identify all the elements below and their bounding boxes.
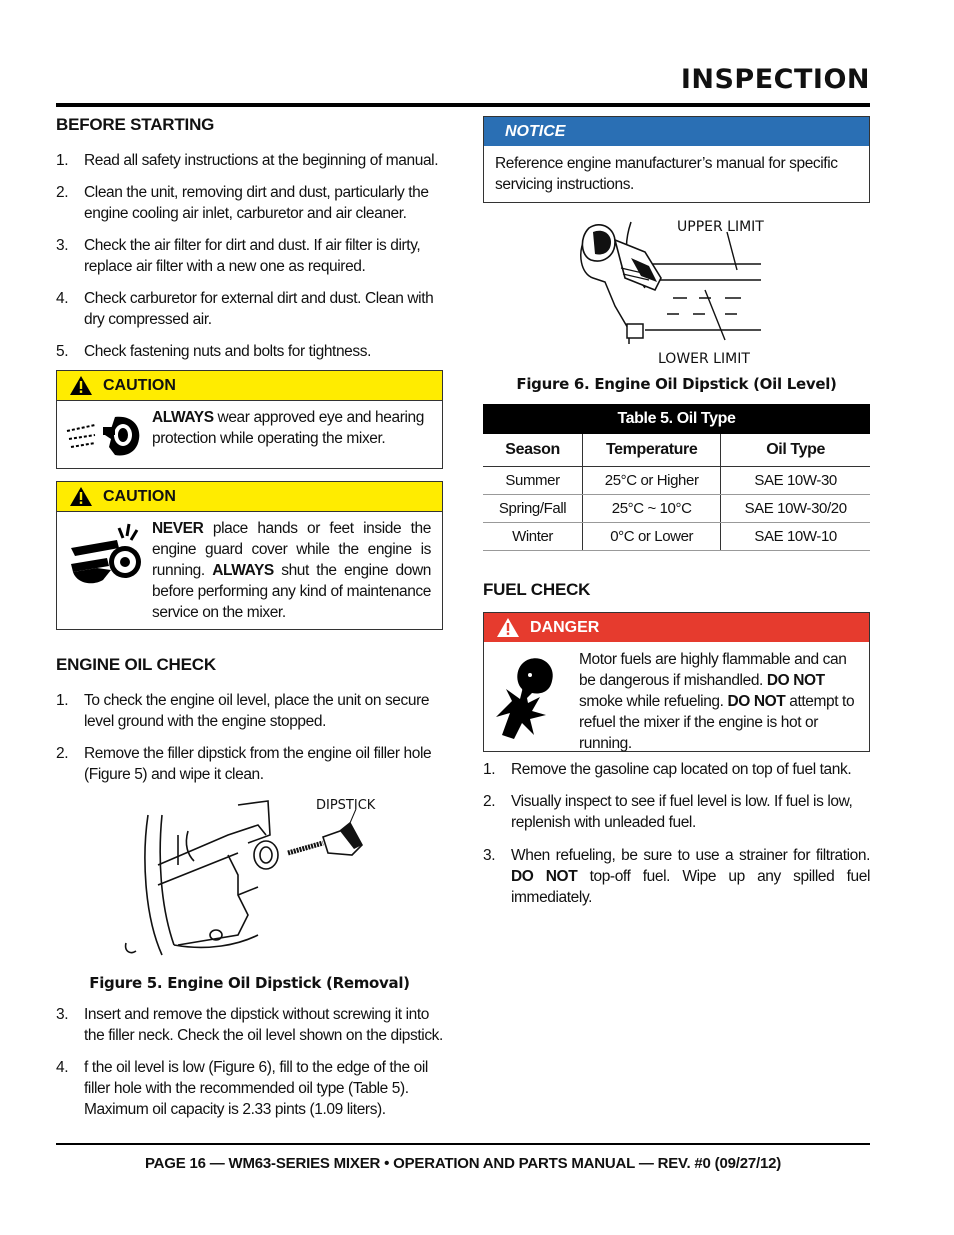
eye-ear-protection-icon <box>65 411 145 461</box>
notice-bar <box>484 117 869 146</box>
caution-box-guard <box>56 481 443 630</box>
warning-icon <box>69 375 93 396</box>
oil-type-table <box>483 404 870 551</box>
figure6-caption: Figure 6. Engine Oil Dipstick (Oil Level) <box>516 375 837 393</box>
caution-bar <box>57 371 442 401</box>
engine-oil-steps <box>56 690 443 796</box>
list-item: 2. Remove the filler dipstick from the engine oil filler hole (Figure 5) and wipe it clean. <box>56 745 432 783</box>
caution-box-protection <box>56 370 443 469</box>
engine-oil-heading: ENGINE OIL CHECK <box>56 655 216 674</box>
table-cell: Spring/Fall <box>483 495 583 523</box>
dipstick-label: DIPSTICK <box>316 798 376 813</box>
danger-text: Motor fuels are highly flammable and can be dangerous if mishandled. DO NOT smoke while refueling. DO NOT attempt to refuel the mixer if the engine is hot or running. <box>579 651 855 752</box>
hand-entanglement-icon <box>67 520 147 590</box>
table-caption: Table 5. Oil Type <box>483 404 870 434</box>
notice-label: NOTICE <box>505 122 566 140</box>
danger-label: DANGER <box>530 618 600 636</box>
danger-bar <box>484 613 869 642</box>
header-rule <box>56 103 870 107</box>
lower-limit-label: LOWER LIMIT <box>658 351 750 367</box>
fuel-check-steps <box>483 759 870 844</box>
page-title: INSPECTION <box>680 64 870 95</box>
fuel-check-heading: FUEL CHECK <box>483 580 591 599</box>
notice-text: Reference engine manufacturer’s manual for specific servicing instructions. <box>495 155 838 193</box>
table-cell: SAE 10W-10 <box>721 523 870 551</box>
table-cell: 0°C or Lower <box>583 523 721 551</box>
list-item: 4. f the oil level is low (Figure 6), fill to the edge of the oil filler hole with the recommended oil type (Table 5). Maximum oil capacity is 2.33 pints (1.09 liters). <box>56 1059 428 1118</box>
table-header-cell: Season <box>483 434 583 467</box>
list-item: 1. To check the engine oil level, place the unit on secure level ground with the engine stopped. <box>56 692 430 730</box>
table-cell: Summer <box>483 467 583 495</box>
caution-bar <box>57 482 442 512</box>
list-item: 4. Check carburetor for external dirt and dust. Clean with dry compressed air. <box>56 290 434 328</box>
list-item: 2. Visually inspect to see if fuel level is low. If fuel is low, replenish with unleaded fuel. <box>483 793 853 831</box>
list-item: 3. Check the air filter for dirt and dust. If air filter is dirty, replace air filter with a new one as required. <box>56 237 421 275</box>
list-item: 3. When refueling, be sure to use a strainer for filtration. DO NOT top-off fuel. Wipe up any spilled fuel immediately. <box>483 847 871 906</box>
table-header-cell: Temperature <box>583 434 721 467</box>
table-row <box>483 467 870 495</box>
fuel-fire-explosion-icon <box>492 653 572 743</box>
caution-text: ALWAYS wear approved eye and hearing protection while operating the mixer. <box>152 409 424 447</box>
table-header-cell: Oil Type <box>721 434 870 467</box>
list-item: 3. Insert and remove the dipstick without screwing it into the filler neck. Check the oil level shown on the dipstick. <box>56 1006 443 1044</box>
fuel-check-step3 <box>483 845 870 919</box>
table-cell: 25°C or Higher <box>583 467 721 495</box>
footer-rule <box>56 1143 870 1145</box>
notice-box <box>483 116 870 203</box>
warning-icon <box>69 486 93 507</box>
before-starting-heading: BEFORE STARTING <box>56 115 215 134</box>
engine-oil-steps-continued <box>56 1004 443 1131</box>
caution-label: CAUTION <box>103 376 176 394</box>
figure5-caption: Figure 5. Engine Oil Dipstick (Removal) <box>89 974 410 992</box>
caution-text: NEVER place hands or feet inside the engine guard cover while the engine is running. ALWAYS shut the engine down before performing any kind of maintenance service on the mixer. <box>152 520 431 621</box>
before-starting-steps <box>56 150 443 373</box>
list-item: 2. Clean the unit, removing dirt and dust, particularly the engine cooling air inlet, carburetor and air cleaner. <box>56 184 429 222</box>
table-cell: Winter <box>483 523 583 551</box>
list-item: 1. Read all safety instructions at the beginning of manual. <box>56 152 439 169</box>
warning-icon <box>496 617 520 638</box>
oil-level-illustration <box>575 218 765 348</box>
list-item: 5. Check fastening nuts and bolts for tightness. <box>56 343 372 360</box>
table-cell: 25°C ~ 10°C <box>583 495 721 523</box>
caution-label: CAUTION <box>103 487 176 505</box>
engine-dipstick-removal-illustration <box>118 795 388 965</box>
table-cell: SAE 10W-30 <box>721 467 870 495</box>
table-row <box>483 523 870 551</box>
table-cell: SAE 10W-30/20 <box>721 495 870 523</box>
table-row <box>483 495 870 523</box>
upper-limit-label: UPPER LIMIT <box>677 219 764 235</box>
danger-box <box>483 612 870 752</box>
page-footer: PAGE 16 — WM63-SERIES MIXER • OPERATION AND PARTS MANUAL — REV. #0 (09/27/12) <box>144 1155 782 1172</box>
list-item: 1. Remove the gasoline cap located on top of fuel tank. <box>483 761 852 778</box>
